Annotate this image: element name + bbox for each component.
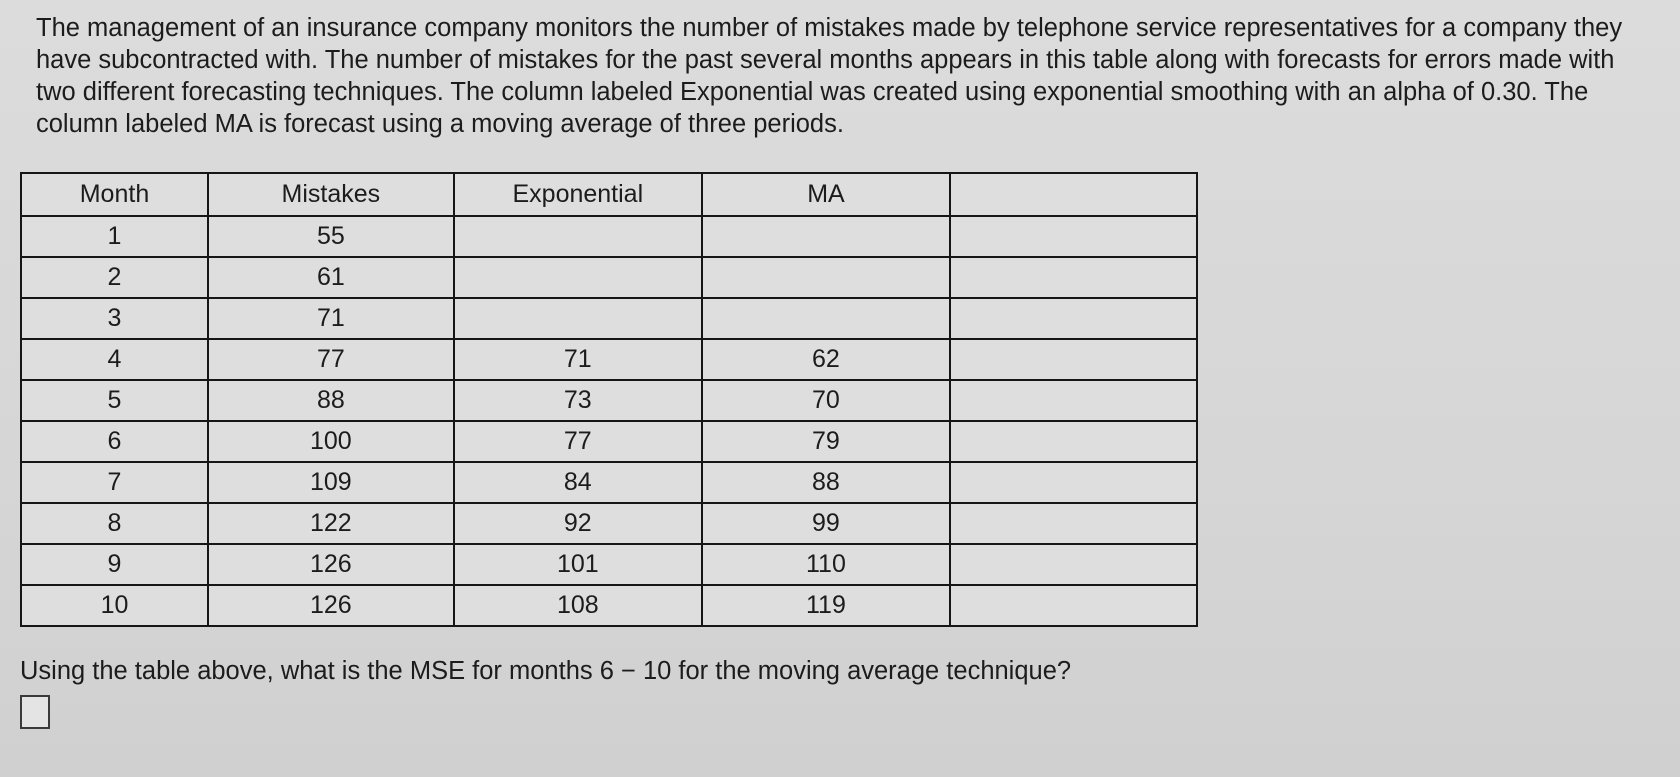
cell-month: 8 — [21, 503, 208, 544]
cell-mistakes: 126 — [208, 585, 454, 626]
cell-blank — [950, 585, 1197, 626]
data-table — [20, 172, 1198, 627]
cell-blank — [950, 503, 1197, 544]
cell-exponential: 108 — [454, 585, 702, 626]
cell-blank — [950, 339, 1197, 380]
header-row — [21, 173, 1197, 216]
cell-ma — [702, 216, 950, 257]
table-row — [21, 462, 1197, 503]
cell-blank — [950, 544, 1197, 585]
cell-month: 4 — [21, 339, 208, 380]
cell-month: 6 — [21, 421, 208, 462]
header-month: Month — [21, 173, 208, 216]
question-text: Using the table above, what is the MSE for months 6 − 10 for the moving average technique? — [20, 657, 1072, 685]
cell-mistakes: 100 — [208, 421, 454, 462]
cell-mistakes: 77 — [208, 339, 454, 380]
cell-month: 9 — [21, 544, 208, 585]
cell-exponential: 71 — [454, 339, 702, 380]
cell-mistakes: 88 — [208, 380, 454, 421]
cell-blank — [950, 298, 1197, 339]
cell-blank — [950, 257, 1197, 298]
cell-ma: 119 — [702, 585, 950, 626]
cell-exponential — [454, 298, 702, 339]
table-row — [21, 380, 1197, 421]
table-row — [21, 503, 1197, 544]
cell-mistakes: 71 — [208, 298, 454, 339]
table-row — [21, 216, 1197, 257]
cell-exponential: 73 — [454, 380, 702, 421]
header-ma: MA — [702, 173, 950, 216]
cell-exponential — [454, 257, 702, 298]
cell-month: 3 — [21, 298, 208, 339]
cell-month: 10 — [21, 585, 208, 626]
cell-ma — [702, 298, 950, 339]
cell-ma — [702, 257, 950, 298]
header-exponential: Exponential — [454, 173, 702, 216]
cell-month: 2 — [21, 257, 208, 298]
cell-blank — [950, 462, 1197, 503]
problem-statement: The management of an insurance company monitors the number of mistakes made by telephone service representatives for a company they have subcontracted with. The number of mistakes for the past several months appears in this table along with forecasts for errors made with two different forecasting techniques. The column labeled Exponential was created using exponential smoothing with an alpha of 0.30. The column labeled MA is forecast using a moving average of three periods. — [36, 14, 1623, 138]
answer-input[interactable] — [20, 695, 50, 729]
table-row — [21, 257, 1197, 298]
table-row — [21, 585, 1197, 626]
cell-mistakes: 122 — [208, 503, 454, 544]
cell-blank — [950, 380, 1197, 421]
cell-exponential: 101 — [454, 544, 702, 585]
cell-ma: 62 — [702, 339, 950, 380]
cell-month: 1 — [21, 216, 208, 257]
table-row — [21, 544, 1197, 585]
cell-blank — [950, 421, 1197, 462]
cell-ma: 70 — [702, 380, 950, 421]
cell-exponential: 92 — [454, 503, 702, 544]
cell-ma: 88 — [702, 462, 950, 503]
header-mistakes: Mistakes — [208, 173, 454, 216]
header-blank — [950, 173, 1197, 216]
cell-exponential: 77 — [454, 421, 702, 462]
cell-exponential — [454, 216, 702, 257]
cell-ma: 99 — [702, 503, 950, 544]
cell-ma: 79 — [702, 421, 950, 462]
data-table-container — [20, 172, 1198, 624]
cell-month: 7 — [21, 462, 208, 503]
cell-exponential: 84 — [454, 462, 702, 503]
cell-mistakes: 126 — [208, 544, 454, 585]
cell-ma: 110 — [702, 544, 950, 585]
cell-mistakes: 55 — [208, 216, 454, 257]
table-row — [21, 298, 1197, 339]
cell-mistakes: 109 — [208, 462, 454, 503]
cell-month: 5 — [21, 380, 208, 421]
cell-blank — [950, 216, 1197, 257]
cell-mistakes: 61 — [208, 257, 454, 298]
table-row — [21, 421, 1197, 462]
table-row — [21, 339, 1197, 380]
